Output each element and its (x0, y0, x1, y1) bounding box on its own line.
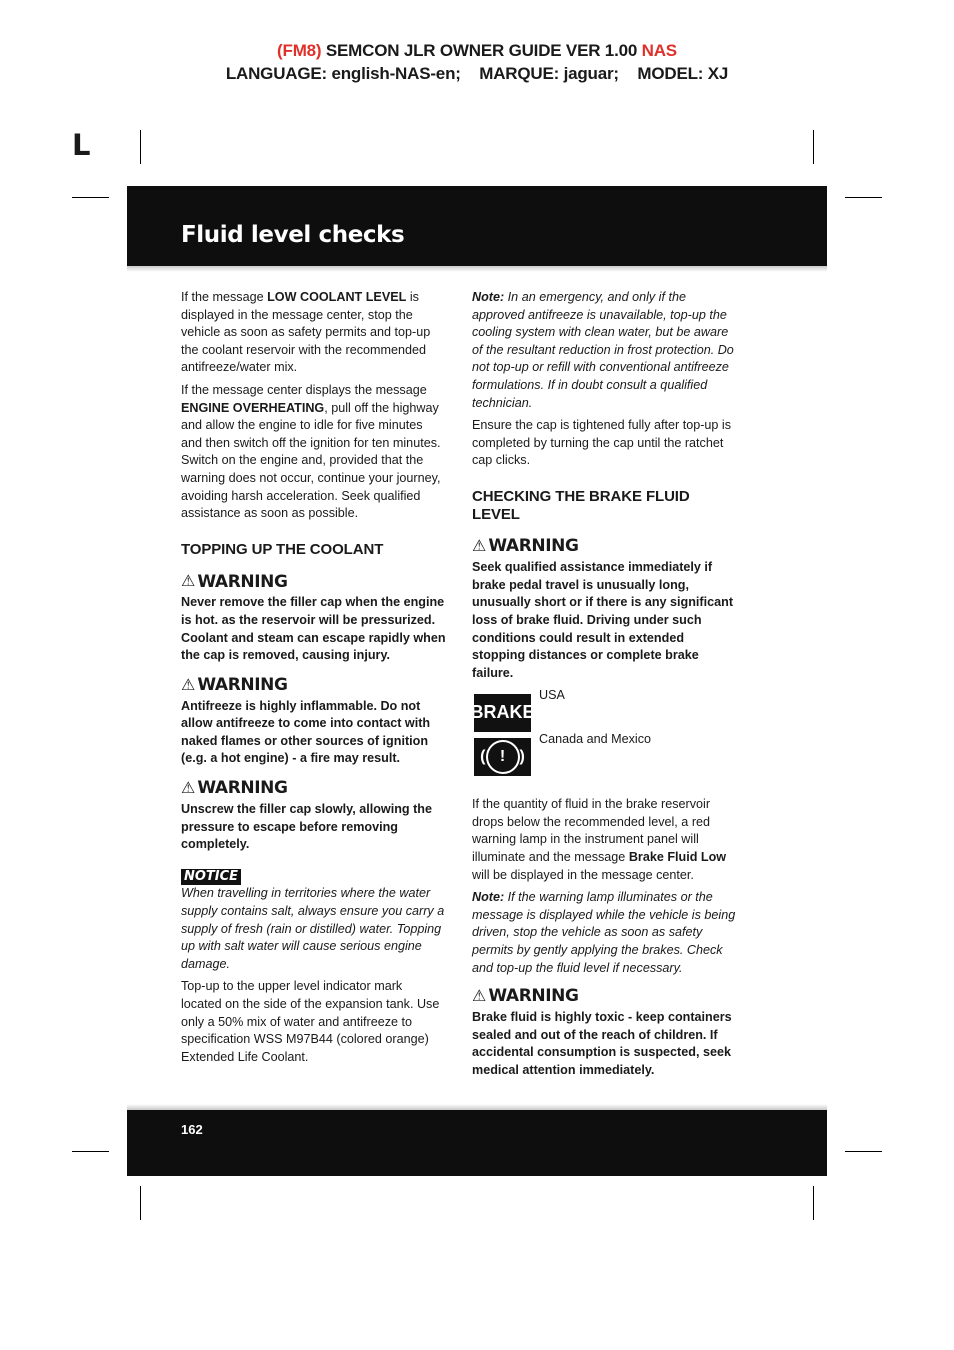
brake-warning-circle-icon: ( ! ) (474, 738, 531, 776)
crop-mark (140, 130, 141, 164)
note: Note: If the warning lamp illuminates or the message is displayed while the vehicle is being driven, stop the vehicle as soon as safety permits by gently applying the brakes. Check and top-up the fluid level if necessary. (472, 890, 736, 975)
right-column (472, 289, 737, 1091)
brake-lamp-canada-mexico (472, 732, 737, 776)
section-heading-brake-fluid: CHECKING THE BRAKE FLUID LEVEL (472, 487, 690, 523)
left-column (181, 289, 446, 1071)
section-heading-coolant: TOPPING UP THE COOLANT (181, 540, 384, 558)
message-low-coolant: LOW COOLANT LEVEL (267, 290, 407, 304)
paragraph: Top-up to the upper level indicator mark located on the side of the expansion tank. Use only a 50% mix of water and antifreeze to specification WSS M97B44 (colored orange) Extended Life Coolant. (181, 979, 440, 1064)
crop-mark (845, 197, 882, 198)
brake-text-icon: BRAKE (474, 694, 531, 732)
paragraph: If the quantity of fluid in the brake reservoir drops below the recommended level, a red warning lamp in the instrument panel will illuminate and the message Brake Fluid Low will be displayed in the message center. (472, 797, 727, 882)
brake-lamp-usa (470, 688, 737, 732)
title-banner (127, 186, 827, 266)
warning-text: Seek qualified assistance immediately if brake pedal travel is unusually long, unusually short or if there is any significant loss of brake fluid. Driving under such conditions could result in extended stopping distances or complete brake failure. (472, 560, 734, 680)
note: Note: In an emergency, and only if the approved antifreeze is unavailable, top-up the cooling system with clean water, but be aware of the resultant reduction in frost protection. Do not top-up or refill with conventional antifreeze formulations. If in doubt consult a qualified technician. (472, 290, 734, 410)
warning-header: ⚠ WARNING (181, 674, 288, 695)
warning-header: ⚠ WARNING (181, 778, 288, 799)
page-number: 162 (181, 1122, 203, 1137)
warning-text: Brake fluid is highly toxic - keep containers sealed and out of the reach of children. If accidental consumption is suspected, seek medical attention immediately. (472, 1010, 732, 1077)
notice-label: NOTICE (181, 869, 241, 885)
message-brake-fluid-low: Brake Fluid Low (628, 850, 727, 865)
banner-shine (127, 266, 827, 272)
document-header-line-1 (0, 41, 954, 61)
page-title: Fluid level checks (181, 222, 405, 248)
crop-mark (845, 1151, 882, 1152)
lamp-label-canada-mexico: Canada and Mexico (539, 732, 652, 747)
warning-triangle-icon: ⚠ (181, 573, 196, 591)
header-marque: MARQUE: jaguar; (479, 64, 619, 83)
message-engine-overheating: ENGINE OVERHEATING (181, 400, 325, 415)
notice-text: When travelling in territories where the water supply contains salt, always ensure you carry a supply of fresh (rain or distilled) water. Topping up with salt water will cause serious engine damage. (181, 886, 445, 971)
header-prefix: (FM8) (277, 41, 322, 60)
footer-bar (127, 1110, 827, 1176)
crop-mark (813, 1186, 814, 1220)
header-suffix: NAS (641, 41, 677, 60)
paragraph: Ensure the cap is tightened fully after top-up is completed by turning the cap until the ratchet cap clicks. (472, 418, 732, 468)
header-model: MODEL: XJ (637, 64, 729, 83)
warning-text: Never remove the filler cap when the engine is hot. as the reservoir will be pressurized. Coolant and steam can escape rapidly when the cap is removed, causing injury. (181, 595, 446, 663)
crop-mark (72, 197, 109, 198)
warning-header: ⚠ WARNING (472, 986, 579, 1007)
warning-header: ⚠ WARNING (472, 536, 579, 557)
warning-triangle-icon: ⚠ (181, 676, 196, 694)
lamp-label-usa: USA (539, 688, 565, 703)
side-letter: L (72, 128, 91, 162)
paragraph: If the message center displays the message ENGINE OVERHEATING, pull off the highway and allow the engine to idle for five minutes and then switch off the ignition for ten minutes. Switch on the engine and, provided that the warning does not occur, continue your journey, avoiding harsh acceleration. Seek qualified assistance as soon as possible. (181, 382, 441, 521)
header-title: SEMCON JLR OWNER GUIDE VER 1.00 (325, 41, 638, 60)
warning-triangle-icon: ⚠ (472, 988, 487, 1006)
warning-text: Unscrew the filler cap slowly, allowing the pressure to escape before removing completely. (181, 802, 433, 852)
warning-triangle-icon: ⚠ (181, 780, 196, 798)
warning-triangle-icon: ⚠ (472, 538, 487, 556)
warning-header: ⚠ WARNING (181, 571, 288, 592)
document-header-line-2 (0, 64, 954, 84)
crop-mark (140, 1186, 141, 1220)
warning-text: Antifreeze is highly inflammable. Do not allow antifreeze to come into contact with naked flames or other sources of ignition (e.g. a hot engine) - a fire may result. (181, 698, 431, 766)
crop-mark (813, 130, 814, 164)
header-language: LANGUAGE: english-NAS-en; (225, 64, 461, 83)
paragraph: If the message LOW COOLANT LEVEL is displayed in the message center, stop the vehicle as soon as safety permits and top-up the coolant reservoir with the recommended antifreeze/water mix. (181, 290, 431, 375)
crop-mark (72, 1151, 109, 1152)
